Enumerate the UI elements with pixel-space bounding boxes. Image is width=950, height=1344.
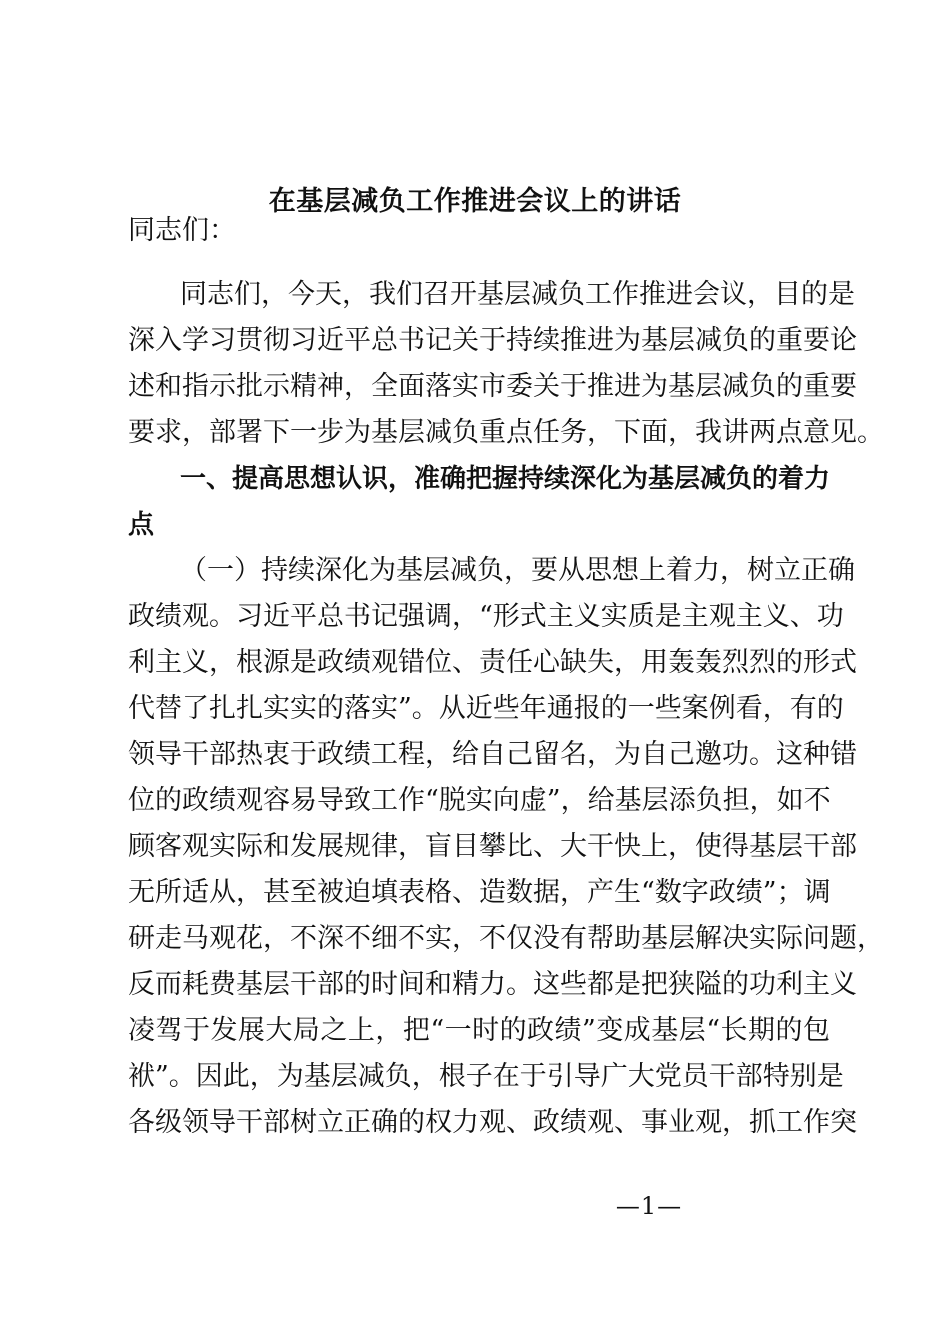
salutation: 同志们： (128, 215, 236, 246)
section-heading-line-1: 一、提高思想认识，准确把握持续深化为基层减负的着力 (180, 464, 831, 494)
paragraph-line-12: 无所适从，甚至被迫填表格、造数据，产生“数字政绩”；调 (128, 877, 831, 908)
paragraph-line-16: 袱”。因此，为基层减负，根子在于引导广大党员干部特别是 (128, 1061, 844, 1092)
paragraph-line-17: 各级领导干部树立正确的权力观、政绩观、事业观，抓工作突 (128, 1107, 857, 1138)
paragraph-line-7: 利主义，根源是政绩观错位、责任心缺失，用轰轰烈烈的形式 (128, 647, 857, 678)
paragraph-line-8: 代替了扎扎实实的落实”。从近些年通报的一些案例看，有的 (128, 693, 844, 724)
paragraph-line-15: 凌驾于发展大局之上，把“一时的政绩”变成基层“长期的包 (128, 1015, 830, 1046)
paragraph-line-9: 领导干部热衷于政绩工程，给自己留名，为自己邀功。这种错 (128, 739, 857, 770)
paragraph-line-6: 政绩观。习近平总书记强调，“形式主义实质是主观主义、功 (128, 601, 844, 632)
paragraph-line-5: （一）持续深化为基层减负，要从思想上着力，树立正确 (180, 555, 855, 586)
paragraph-line-2: 深入学习贯彻习近平总书记关于持续推进为基层减负的重要论 (128, 325, 857, 356)
section-heading-line-2: 点 (128, 510, 155, 540)
paragraph-line-4: 要求，部署下一步为基层减负重点任务，下面，我讲两点意见。 (128, 417, 884, 448)
paragraph-line-1: 同志们，今天，我们召开基层减负工作推进会议，目的是 (180, 279, 855, 310)
paragraph-line-14: 反而耗费基层干部的时间和精力。这些都是把狭隘的功利主义 (128, 969, 857, 1000)
document-title: 在基层减负工作推进会议上的讲话 (268, 186, 682, 217)
paragraph-line-13: 研走马观花，不深不细不实，不仅没有帮助基层解决实际问题， (128, 923, 884, 954)
paragraph-line-11: 顾客观实际和发展规律，盲目攀比、大干快上，使得基层干部 (128, 831, 857, 862)
paragraph-line-3: 述和指示批示精神，全面落实市委关于推进为基层减负的重要 (128, 371, 857, 402)
page-number: —1— (615, 1192, 683, 1220)
paragraph-line-10: 位的政绩观容易导致工作“脱实向虚”，给基层添负担，如不 (128, 785, 831, 816)
